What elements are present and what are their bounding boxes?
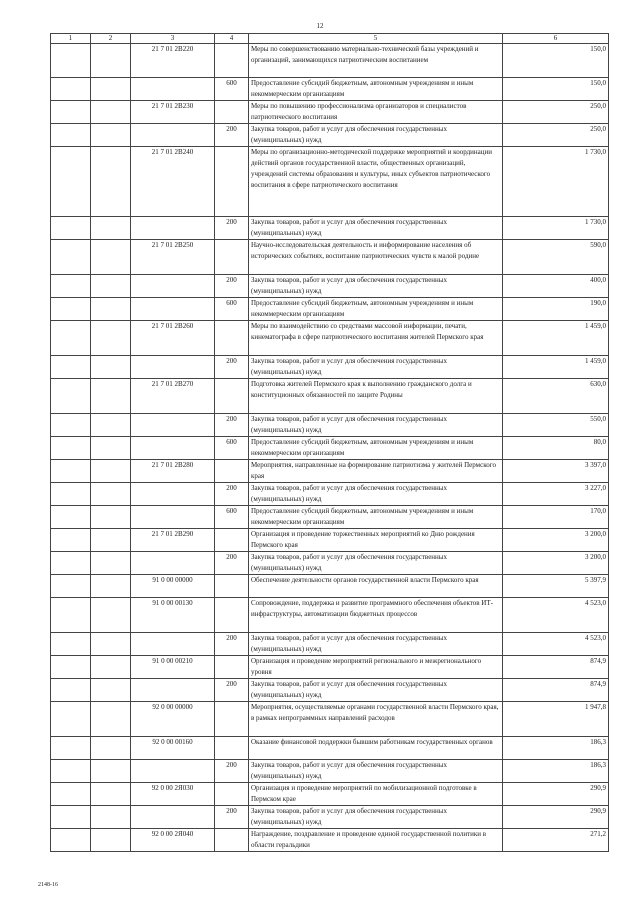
expense-type-cell: [215, 240, 249, 275]
expense-type-cell: 200: [215, 806, 249, 829]
code-cell: 21 7 01 2В290: [131, 529, 215, 552]
expense-type-cell: 200: [215, 124, 249, 147]
col2-cell: [91, 414, 131, 437]
code-cell: 21 7 01 2В220: [131, 44, 215, 78]
code-cell: [131, 633, 215, 656]
amount-cell: 400,0: [503, 275, 609, 298]
description-cell: Предоставление субсидий бюджетным, автономным учреждениям и иным некоммерческим организациям: [249, 78, 503, 101]
col2-cell: [91, 679, 131, 702]
expense-type-cell: 200: [215, 356, 249, 379]
col2-cell: [91, 598, 131, 633]
table-row: [51, 656, 609, 679]
col1-cell: [51, 506, 91, 529]
code-cell: [131, 78, 215, 101]
amount-cell: 4 523,0: [503, 598, 609, 633]
header-col-6: 6: [503, 34, 609, 44]
col2-cell: [91, 552, 131, 575]
col1-cell: [51, 829, 91, 852]
header-col-4: 4: [215, 34, 249, 44]
col2-cell: [91, 44, 131, 78]
expense-type-cell: 200: [215, 483, 249, 506]
header-col-5: 5: [249, 34, 503, 44]
col1-cell: [51, 321, 91, 356]
table-row: [51, 356, 609, 379]
table-row: [51, 460, 609, 483]
expense-type-cell: 200: [215, 275, 249, 298]
table-row: [51, 217, 609, 240]
col2-cell: [91, 506, 131, 529]
amount-cell: 150,0: [503, 78, 609, 101]
description-cell: Закупка товаров, работ и услуг для обеспечения государственных (муниципальных) нужд: [249, 124, 503, 147]
col1-cell: [51, 737, 91, 760]
col2-cell: [91, 529, 131, 552]
amount-cell: 4 523,0: [503, 633, 609, 656]
table-row: [51, 483, 609, 506]
code-cell: [131, 483, 215, 506]
amount-cell: 150,0: [503, 44, 609, 78]
code-cell: [131, 124, 215, 147]
col1-cell: [51, 679, 91, 702]
header-col-2: 2: [91, 34, 131, 44]
table-body: [51, 44, 609, 852]
table-row: [51, 829, 609, 852]
description-cell: Награждение, поздравление и проведение единой государственной политики в области геральдики: [249, 829, 503, 852]
col1-cell: [51, 552, 91, 575]
description-cell: Закупка товаров, работ и услуг для обеспечения государственных (муниципальных) нужд: [249, 760, 503, 783]
expense-type-cell: [215, 321, 249, 356]
col2-cell: [91, 101, 131, 124]
amount-cell: 874,9: [503, 679, 609, 702]
col1-cell: [51, 298, 91, 321]
col1-cell: [51, 483, 91, 506]
amount-cell: 3 397,0: [503, 460, 609, 483]
col1-cell: [51, 275, 91, 298]
amount-cell: 1 730,0: [503, 147, 609, 217]
description-cell: Предоставление субсидий бюджетным, автономным учреждениям и иным некоммерческим организациям: [249, 506, 503, 529]
col1-cell: [51, 575, 91, 598]
table-row: [51, 598, 609, 633]
table-row: [51, 147, 609, 217]
code-cell: 21 7 01 2В280: [131, 460, 215, 483]
table-row: [51, 240, 609, 275]
table-row: [51, 78, 609, 101]
table-row: [51, 552, 609, 575]
table-row: [51, 414, 609, 437]
col2-cell: [91, 147, 131, 217]
expense-type-cell: [215, 829, 249, 852]
expense-type-cell: [215, 737, 249, 760]
expense-type-cell: [215, 702, 249, 737]
expense-type-cell: [215, 575, 249, 598]
amount-cell: 874,9: [503, 656, 609, 679]
table-row: [51, 529, 609, 552]
amount-cell: 3 200,0: [503, 529, 609, 552]
table-row: [51, 806, 609, 829]
col1-cell: [51, 437, 91, 460]
expense-type-cell: [215, 656, 249, 679]
col2-cell: [91, 437, 131, 460]
code-cell: 92 0 00 2Я030: [131, 783, 215, 806]
amount-cell: 1 459,0: [503, 321, 609, 356]
col1-cell: [51, 44, 91, 78]
col2-cell: [91, 356, 131, 379]
description-cell: Закупка товаров, работ и услуг для обеспечения государственных (муниципальных) нужд: [249, 414, 503, 437]
amount-cell: 170,0: [503, 506, 609, 529]
code-cell: [131, 506, 215, 529]
table-row: [51, 575, 609, 598]
description-cell: Оказание финансовой поддержки бывшим работникам государственных органов: [249, 737, 503, 760]
description-cell: Закупка товаров, работ и услуг для обеспечения государственных (муниципальных) нужд: [249, 679, 503, 702]
col2-cell: [91, 275, 131, 298]
col2-cell: [91, 217, 131, 240]
amount-cell: 1 459,0: [503, 356, 609, 379]
expense-type-cell: 600: [215, 298, 249, 321]
description-cell: Закупка товаров, работ и услуг для обеспечения государственных (муниципальных) нужд: [249, 806, 503, 829]
col1-cell: [51, 147, 91, 217]
col1-cell: [51, 633, 91, 656]
col2-cell: [91, 379, 131, 414]
amount-cell: 250,0: [503, 124, 609, 147]
col1-cell: [51, 101, 91, 124]
col2-cell: [91, 702, 131, 737]
code-cell: 21 7 01 2В260: [131, 321, 215, 356]
col1-cell: [51, 656, 91, 679]
amount-cell: 1 730,0: [503, 217, 609, 240]
description-cell: Меры по совершенствованию материально-технической базы учреждений и организаций, занимающихся патриотическим воспитанием: [249, 44, 503, 78]
table-row: [51, 506, 609, 529]
expense-type-cell: 200: [215, 760, 249, 783]
code-cell: [131, 414, 215, 437]
amount-cell: 5 397,9: [503, 575, 609, 598]
amount-cell: 80,0: [503, 437, 609, 460]
col1-cell: [51, 598, 91, 633]
expense-type-cell: [215, 147, 249, 217]
code-cell: 21 7 01 2В250: [131, 240, 215, 275]
table-row: [51, 702, 609, 737]
col2-cell: [91, 483, 131, 506]
code-cell: 21 7 01 2В240: [131, 147, 215, 217]
table-row: [51, 679, 609, 702]
description-cell: Научно-исследовательская деятельность и информирование населения об исторических событиях, воспитание патриотических чувств к малой родине: [249, 240, 503, 275]
amount-cell: 250,0: [503, 101, 609, 124]
amount-cell: 190,0: [503, 298, 609, 321]
amount-cell: 186,3: [503, 760, 609, 783]
expense-type-cell: [215, 379, 249, 414]
amount-cell: 590,0: [503, 240, 609, 275]
col2-cell: [91, 633, 131, 656]
col1-cell: [51, 702, 91, 737]
code-cell: 91 0 00 00210: [131, 656, 215, 679]
amount-cell: 3 200,0: [503, 552, 609, 575]
col1-cell: [51, 78, 91, 101]
description-cell: Мероприятия, направленные на формирование патриотизма у жителей Пермского края: [249, 460, 503, 483]
col2-cell: [91, 124, 131, 147]
code-cell: [131, 217, 215, 240]
expense-type-cell: 600: [215, 506, 249, 529]
expense-type-cell: [215, 598, 249, 633]
table-row: [51, 101, 609, 124]
expense-type-cell: 200: [215, 217, 249, 240]
code-cell: 21 7 01 2В230: [131, 101, 215, 124]
col2-cell: [91, 829, 131, 852]
expense-type-cell: [215, 783, 249, 806]
col1-cell: [51, 806, 91, 829]
code-cell: [131, 679, 215, 702]
description-cell: Предоставление субсидий бюджетным, автономным учреждениям и иным некоммерческим организациям: [249, 437, 503, 460]
header-col-1: 1: [51, 34, 91, 44]
col2-cell: [91, 737, 131, 760]
description-cell: Сопровождение, поддержка и развитие программного обеспечения объектов ИТ-инфраструктуры, автоматизации бюджетных процессов: [249, 598, 503, 633]
description-cell: Обеспечение деятельности органов государственной власти Пермского края: [249, 575, 503, 598]
expense-type-cell: 200: [215, 552, 249, 575]
col2-cell: [91, 783, 131, 806]
table-row: [51, 124, 609, 147]
col1-cell: [51, 240, 91, 275]
description-cell: Закупка товаров, работ и услуг для обеспечения государственных (муниципальных) нужд: [249, 356, 503, 379]
table-row: [51, 275, 609, 298]
col2-cell: [91, 575, 131, 598]
expense-type-cell: 600: [215, 78, 249, 101]
col1-cell: [51, 460, 91, 483]
code-cell: 91 0 00 00130: [131, 598, 215, 633]
col1-cell: [51, 356, 91, 379]
col1-cell: [51, 124, 91, 147]
col2-cell: [91, 298, 131, 321]
footer-code: 2148-16: [38, 882, 58, 888]
code-cell: [131, 760, 215, 783]
col2-cell: [91, 806, 131, 829]
col2-cell: [91, 460, 131, 483]
code-cell: [131, 437, 215, 460]
expense-type-cell: [215, 460, 249, 483]
amount-cell: 630,0: [503, 379, 609, 414]
description-cell: Меры по взаимодействию со средствами массовой информации, печати, кинематографа в сфере патриотического воспитания жителей Пермского края: [249, 321, 503, 356]
code-cell: 91 0 00 00000: [131, 575, 215, 598]
table-row: [51, 437, 609, 460]
col1-cell: [51, 414, 91, 437]
col1-cell: [51, 760, 91, 783]
expense-type-cell: [215, 529, 249, 552]
col2-cell: [91, 78, 131, 101]
code-cell: 92 0 00 00000: [131, 702, 215, 737]
description-cell: Меры по повышению профессионализма организаторов и специалистов патриотического воспитания: [249, 101, 503, 124]
amount-cell: 290,9: [503, 806, 609, 829]
table-row: [51, 44, 609, 78]
code-cell: [131, 275, 215, 298]
code-cell: [131, 806, 215, 829]
col2-cell: [91, 760, 131, 783]
col2-cell: [91, 240, 131, 275]
description-cell: Закупка товаров, работ и услуг для обеспечения государственных (муниципальных) нужд: [249, 217, 503, 240]
description-cell: Организация и проведение мероприятий по мобилизационной подготовке в Пермском крае: [249, 783, 503, 806]
table-row: [51, 379, 609, 414]
col2-cell: [91, 656, 131, 679]
description-cell: Мероприятия, осуществляемые органами государственной власти Пермского края, в рамках непрограммных направлений расходов: [249, 702, 503, 737]
amount-cell: 186,3: [503, 737, 609, 760]
amount-cell: 550,0: [503, 414, 609, 437]
description-cell: Подготовка жителей Пермского края к выполнению гражданского долга и конституционных обязанностей по защите Родины: [249, 379, 503, 414]
col1-cell: [51, 217, 91, 240]
table-row: [51, 298, 609, 321]
expense-type-cell: 200: [215, 633, 249, 656]
amount-cell: 1 947,8: [503, 702, 609, 737]
col2-cell: [91, 321, 131, 356]
expense-type-cell: 200: [215, 414, 249, 437]
expense-type-cell: 600: [215, 437, 249, 460]
description-cell: Меры по организационно-методической поддержке мероприятий и координации действий органов государственной власти, общественных организаций, учреждений системы образования и культуры, иных субъектов патриотического воспитания в сфере патриотического воспитания: [249, 147, 503, 217]
header-row: [51, 34, 609, 44]
code-cell: 21 7 01 2В270: [131, 379, 215, 414]
code-cell: [131, 356, 215, 379]
code-cell: 92 0 00 00160: [131, 737, 215, 760]
expense-type-cell: [215, 101, 249, 124]
expense-type-cell: [215, 44, 249, 78]
amount-cell: 3 227,0: [503, 483, 609, 506]
page-number: 12: [316, 22, 324, 30]
table-row: [51, 321, 609, 356]
col1-cell: [51, 379, 91, 414]
expense-type-cell: 200: [215, 679, 249, 702]
code-cell: [131, 552, 215, 575]
description-cell: Организация и проведение торжественных мероприятий ко Дню рождения Пермского края: [249, 529, 503, 552]
amount-cell: 271,2: [503, 829, 609, 852]
amount-cell: 290,9: [503, 783, 609, 806]
budget-table: [50, 33, 609, 852]
col1-cell: [51, 529, 91, 552]
description-cell: Закупка товаров, работ и услуг для обеспечения государственных (муниципальных) нужд: [249, 633, 503, 656]
description-cell: Предоставление субсидий бюджетным, автономным учреждениям и иным некоммерческим организациям: [249, 298, 503, 321]
code-cell: 92 0 00 2Я040: [131, 829, 215, 852]
col1-cell: [51, 783, 91, 806]
table-row: [51, 737, 609, 760]
description-cell: Закупка товаров, работ и услуг для обеспечения государственных (муниципальных) нужд: [249, 552, 503, 575]
table-row: [51, 783, 609, 806]
code-cell: [131, 298, 215, 321]
description-cell: Закупка товаров, работ и услуг для обеспечения государственных (муниципальных) нужд: [249, 275, 503, 298]
description-cell: Закупка товаров, работ и услуг для обеспечения государственных (муниципальных) нужд: [249, 483, 503, 506]
header-col-3: 3: [131, 34, 215, 44]
description-cell: Организация и проведение мероприятий регионального и межрегионального уровня: [249, 656, 503, 679]
table-row: [51, 760, 609, 783]
table-row: [51, 633, 609, 656]
